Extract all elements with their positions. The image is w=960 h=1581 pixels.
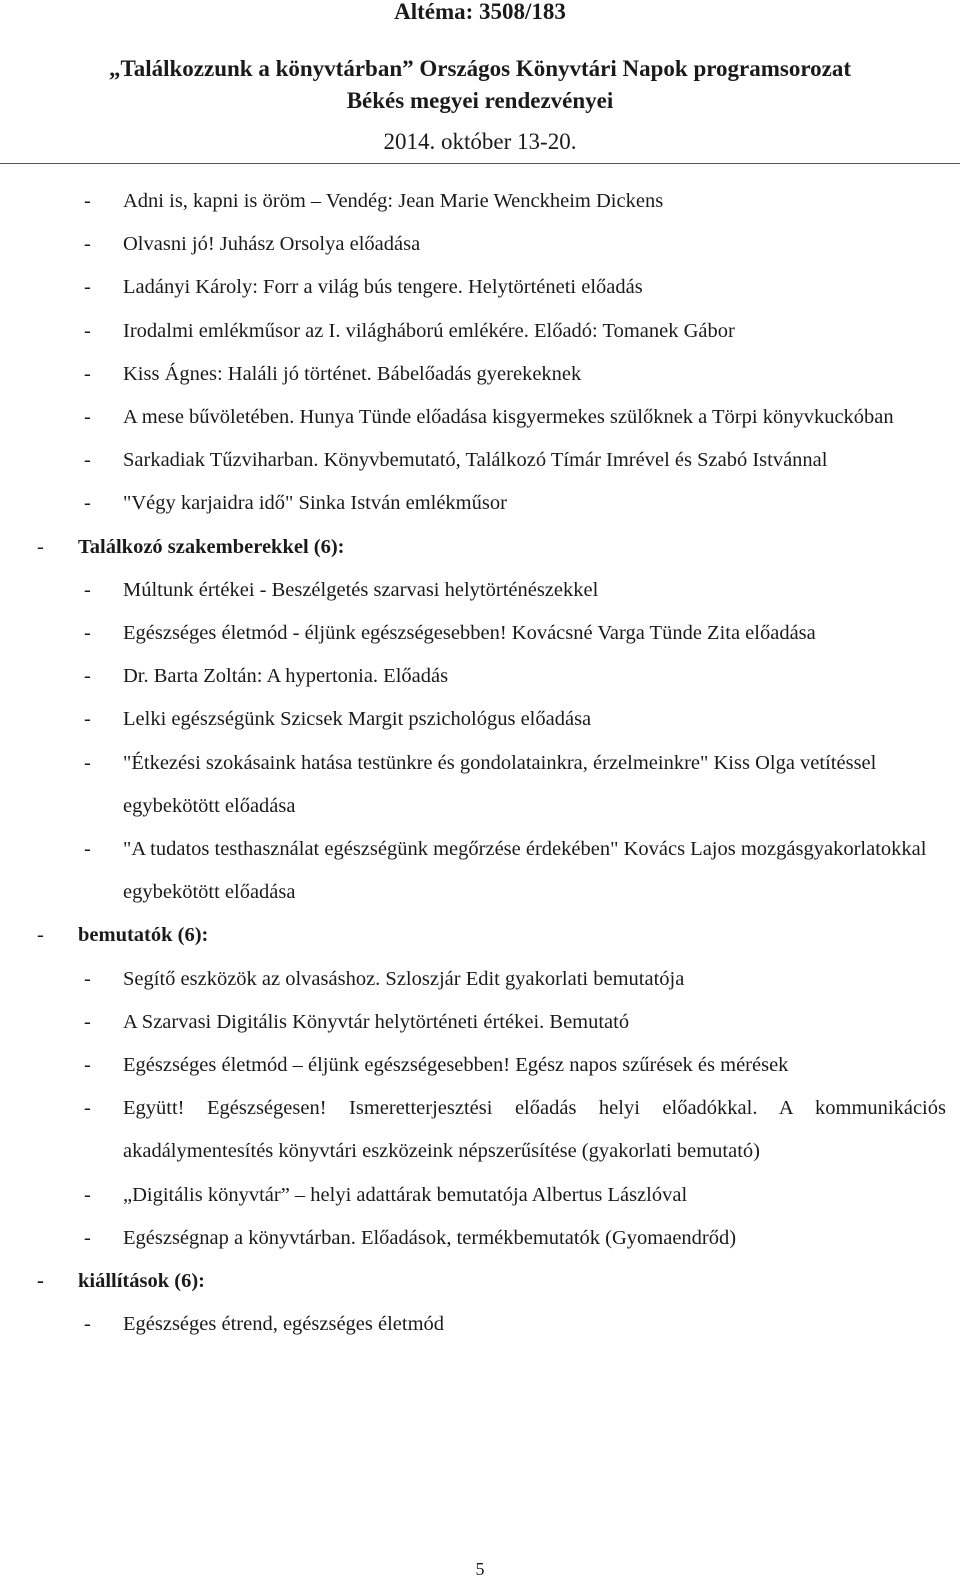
- document-title: „Találkozzunk a könyvtárban” Országos Könyvtári Napok programsorozat: [108, 56, 852, 81]
- list-item: [0, 1303, 960, 1346]
- event-date: 2014. október 13-20.: [383, 129, 577, 154]
- list-dash: -: [84, 578, 91, 601]
- list-item: [0, 1174, 960, 1217]
- list-item: [0, 569, 960, 612]
- list-item-text: Egészséges étrend, egészséges életmód: [123, 1313, 445, 1336]
- list-dash: -: [84, 492, 91, 515]
- list-item-text: "A tudatos testhasználat egészségünk megőrzése érdekében" Kovács Lajos mozgásgyakorlatokkal egybekötött előadása: [123, 838, 927, 904]
- list-item: [0, 223, 960, 266]
- section-heading: [0, 1260, 960, 1303]
- list-item-text: Egészségnap a könyvtárban. Előadások, termékbemutatók (Gyomaendrőd): [123, 1226, 737, 1249]
- section-heading-text: bemutatók (6):: [78, 924, 209, 947]
- list-item-text: Sarkadiak Tűzviharban. Könyvbemutató, Találkozó Tímár Imrével és Szabó Istvánnal: [123, 449, 828, 472]
- list-dash: -: [84, 1313, 91, 1336]
- list-dash: -: [84, 406, 91, 429]
- list-dash: -: [84, 708, 91, 731]
- list-item-text: Olvasni jó! Juhász Orsolya előadása: [123, 233, 421, 256]
- list-item: [0, 828, 960, 914]
- page-number: 5: [475, 1559, 485, 1579]
- list-dash: -: [84, 449, 91, 472]
- list-dash: -: [84, 838, 91, 861]
- list-dash: -: [84, 1097, 91, 1120]
- list-item-text: "Végy karjaidra idő" Sinka István emlékműsor: [123, 492, 507, 515]
- list-item-text: Adni is, kapni is öröm – Vendég: Jean Marie Wenckheim Dickens: [123, 190, 664, 212]
- list-item: [0, 958, 960, 1001]
- list-item-text: „Digitális könyvtár” – helyi adattárak bemutatója Albertus Lászlóval: [123, 1183, 688, 1206]
- section-heading: [0, 914, 960, 957]
- list-item: [0, 742, 960, 828]
- list-dash: -: [84, 665, 91, 688]
- list-item: [0, 396, 960, 439]
- list-dash: -: [84, 967, 91, 990]
- list-item: [0, 1044, 960, 1087]
- list-dash: -: [84, 622, 91, 645]
- heading-dash: -: [37, 924, 44, 947]
- list-dash: -: [84, 362, 91, 385]
- list-item-text: "Étkezési szokásaink hatása testünkre és gondolatainkra, érzelmeinkre" Kiss Olga vetítéssel egybekötött előadása: [123, 751, 877, 817]
- list-dash: -: [84, 1010, 91, 1033]
- list-item: [0, 655, 960, 698]
- list-dash: -: [84, 190, 91, 212]
- section-heading: [0, 526, 960, 569]
- page-header: [0, 0, 960, 164]
- list-item: [0, 266, 960, 309]
- list-item-text: Egészséges életmód – éljünk egészségesebben! Egész napos szűrések és mérések: [123, 1054, 789, 1077]
- list-item: [0, 310, 960, 353]
- list-item: [0, 612, 960, 655]
- list-dash: -: [84, 1054, 91, 1077]
- list-dash: -: [84, 1183, 91, 1206]
- list-item-text: Dr. Barta Zoltán: A hypertonia. Előadás: [123, 665, 449, 688]
- list-item: [0, 1217, 960, 1260]
- list-dash: -: [84, 751, 91, 774]
- list-item: [0, 698, 960, 741]
- list-item-text: Kiss Ágnes: Haláli jó történet. Bábelőadás gyerekeknek: [123, 362, 582, 385]
- list-item-text: Segítő eszközök az olvasáshoz. Szloszjár Edit gyakorlati bemutatója: [123, 967, 685, 990]
- list-dash: -: [84, 276, 91, 299]
- list-item-text: Együtt! Egészségesen! Ismeretterjesztési előadás helyi előadókkal. A kommunikációs akadálymentesítés könyvtári eszközeink népszerűsítése (gyakorlati bemutató): [123, 1097, 946, 1163]
- list-item: [0, 439, 960, 482]
- heading-dash: -: [37, 535, 44, 558]
- list-item-text: Irodalmi emlékműsor az I. világháború emlékére. Előadó: Tomanek Gábor: [123, 319, 735, 342]
- section-heading-text: Találkozó szakemberekkel (6):: [78, 535, 345, 558]
- document-subtitle: Békés megyei rendezvényei: [346, 88, 614, 113]
- list-item-text: Egészséges életmód - éljünk egészségesebben! Kovácsné Varga Tünde Zita előadása: [123, 622, 816, 645]
- list-item: [0, 482, 960, 525]
- list-item-text: A Szarvasi Digitális Könyvtár helytörténeti értékei. Bemutató: [123, 1010, 630, 1033]
- list-item-text: Lelki egészségünk Szicsek Margit pszichológus előadása: [123, 708, 592, 731]
- program-list: [0, 180, 960, 1346]
- list-item-text: Múltunk értékei - Beszélgetés szarvasi helytörténészekkel: [123, 578, 599, 601]
- list-item-text: Ladányi Károly: Forr a világ bús tengere. Helytörténeti előadás: [123, 276, 643, 299]
- list-item: [0, 1087, 960, 1173]
- list-item: [0, 353, 960, 396]
- list-item: [0, 180, 960, 223]
- section-heading-text: kiállítások (6):: [78, 1270, 205, 1293]
- list-item-text: A mese bűvöletében. Hunya Tünde előadása kisgyermekes szülőknek a Törpi könyvkuckóban: [123, 406, 894, 429]
- topic-code: Altéma: 3508/183: [394, 0, 566, 24]
- list-dash: -: [84, 319, 91, 342]
- list-dash: -: [84, 1226, 91, 1249]
- list-item: [0, 1001, 960, 1044]
- list-dash: -: [84, 233, 91, 256]
- heading-dash: -: [37, 1270, 44, 1293]
